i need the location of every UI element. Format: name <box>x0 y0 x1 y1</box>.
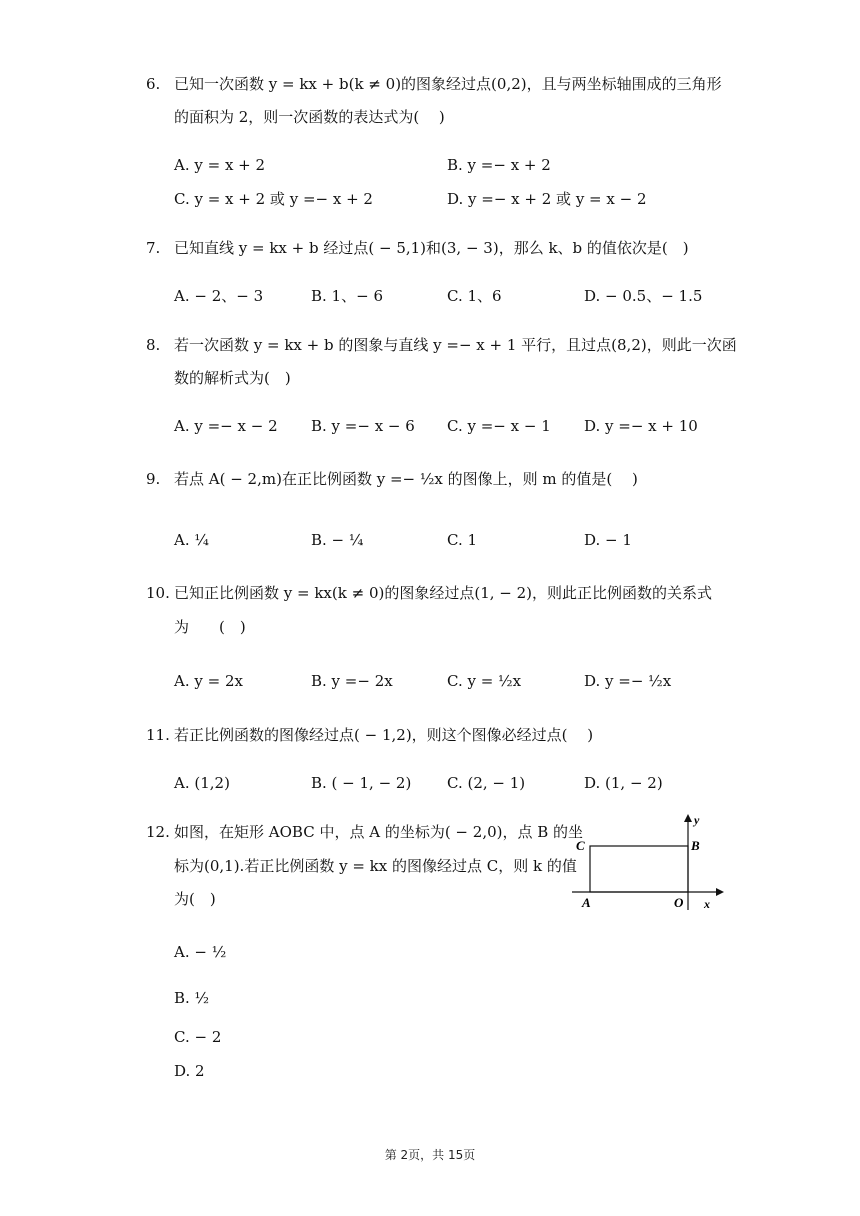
option-a: A. ¼ <box>174 531 209 549</box>
option-b: B. ½ <box>174 989 210 1007</box>
label-o: O <box>674 895 684 910</box>
option-d: D. − 1 <box>584 531 632 549</box>
label-y: y <box>694 813 700 827</box>
option-c: C. − 2 <box>174 1028 222 1046</box>
question-number: 6. <box>146 75 161 93</box>
label-c: C <box>576 838 585 853</box>
option-a: A. − 2、− 3 <box>174 287 264 305</box>
option-a: A. − ½ <box>174 943 227 961</box>
option-a: A. (1,2) <box>174 774 230 792</box>
option-d: D. y =− x + 10 <box>584 417 698 435</box>
question-text: 若正比例函数的图像经过点( − 1,2)，则这个图像必经过点( ) <box>174 726 594 744</box>
x-axis-arrow-icon <box>716 888 724 896</box>
question-number: 11. <box>146 726 170 744</box>
option-b: B. 1、− 6 <box>311 287 383 305</box>
option-b: B. y =− x + 2 <box>447 156 551 174</box>
option-c: C. (2, − 1) <box>447 774 526 792</box>
option-c: C. y = x + 2 或 y =− x + 2 <box>174 190 373 208</box>
label-b: B <box>691 838 700 853</box>
question-text: 已知一次函数 y = kx + b(k ≠ 0)的图象经过点(0,2)，且与两坐标轴围成的三角形 <box>174 75 722 93</box>
question-text: 的面积为 2，则一次函数的表达式为( ) <box>174 108 445 126</box>
question-number: 9. <box>146 470 161 488</box>
question-text: 为( ) <box>174 890 216 908</box>
option-d: D. y =− ½x <box>584 672 672 690</box>
question-text: 为 ( ) <box>174 618 246 636</box>
label-x: x <box>704 897 710 911</box>
question-number: 10. <box>146 584 170 602</box>
question-number: 12. <box>146 823 170 841</box>
option-d: D. (1, − 2) <box>584 774 663 792</box>
option-b: B. y =− x − 6 <box>311 417 415 435</box>
question-text: 若点 A( − 2,m)在正比例函数 y =− ½x 的图像上，则 m 的值是( ) <box>174 470 638 488</box>
option-d: D. − 0.5、− 1.5 <box>584 287 703 305</box>
option-c: C. 1、6 <box>447 287 502 305</box>
option-b: B. y =− 2x <box>311 672 393 690</box>
option-a: A. y =− x − 2 <box>174 417 278 435</box>
option-c: C. y = ½x <box>447 672 522 690</box>
option-a: A. y = x + 2 <box>174 156 266 174</box>
option-b: B. − ¼ <box>311 531 364 549</box>
option-a: A. y = 2x <box>174 672 243 690</box>
question-text: 若一次函数 y = kx + b 的图象与直线 y =− x + 1 平行，且过点(8,2)，则此一次函 <box>174 336 737 354</box>
question-text: 标为(0,1).若正比例函数 y = kx 的图像经过点 C，则 k 的值 <box>174 857 577 875</box>
question-number: 7. <box>146 239 161 257</box>
option-b: B. ( − 1, − 2) <box>311 774 412 792</box>
option-d: D. 2 <box>174 1062 205 1080</box>
question-text: 已知直线 y = kx + b 经过点( − 5,1)和(3, − 3)，那么 k、b 的值依次是( ) <box>174 239 689 257</box>
question-text: 数的解析式为( ) <box>174 369 291 387</box>
option-c: C. 1 <box>447 531 478 549</box>
option-d: D. y =− x + 2 或 y = x − 2 <box>447 190 647 208</box>
question-text: 如图，在矩形 AOBC 中，点 A 的坐标为( − 2,0)，点 B 的坐 <box>174 823 584 841</box>
rectangle-figure <box>566 810 726 916</box>
rectangle-aobc <box>590 846 688 892</box>
page-footer: 第 2页，共 15页 <box>384 1148 476 1162</box>
option-c: C. y =− x − 1 <box>447 417 551 435</box>
question-number: 8. <box>146 336 161 354</box>
question-text: 已知正比例函数 y = kx(k ≠ 0)的图象经过点(1, − 2)，则此正比例函数的关系式 <box>174 584 713 602</box>
y-axis-arrow-icon <box>684 814 692 822</box>
label-a: A <box>582 895 591 910</box>
